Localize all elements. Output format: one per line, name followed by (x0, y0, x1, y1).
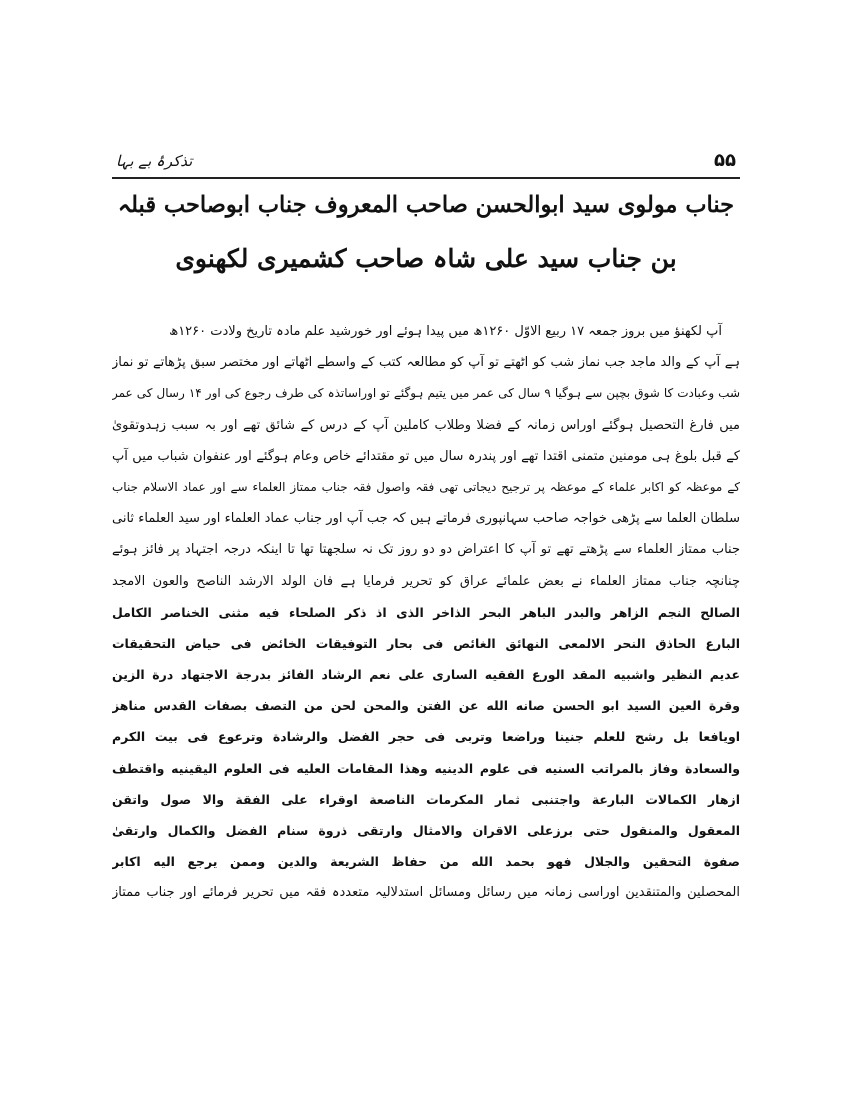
running-header (112, 150, 738, 176)
body-line: عدیم النظیر واشبیه المقد الورع الفقیه الساری علی نعم الرشاد الفائز بدرجة الاجتهاد درة الزین (112, 667, 740, 683)
section-heading-line-1: جناب مولوی سید ابوالحسن صاحب المعروف جناب ابوصاحب قبلہ (117, 192, 735, 218)
body-line: المعقول والمنقول حتی برزعلی الاقران والامثال وارتقی ذروة سنام الفضل والکمال وارتقیٰ (112, 823, 740, 838)
body-line: چنانچہ جناب ممتاز العلماء نے بعض علمائے عراق کو تحریر فرمایا ہے فان الولد الارشد الناصح والعون الامجد (112, 573, 740, 589)
body-line: اویافعا بل رشح للعلم جنینا وراضعا وتربی فی حجر الفضل والرشادة وترعوع فی بیت الکرم (112, 729, 740, 745)
body-line: جناب ممتاز العلماء سے پڑھتے تھے تو آپ کا اعتراض دو دو روز تک نہ سلجھتا تھا تا اینکہ درجہ اجتہاد پر فائز ہوئے (112, 542, 740, 558)
book-title: تذکرۂ بے بہا (116, 152, 193, 170)
body-line: سلطان العلما سے پڑھی خواجہ صاحب سہانپوری فرماتے ہیں کہ جب آپ اور جناب عماد العلماء اور سید العلماء ثانی (112, 511, 740, 527)
body-line: والسعادة وفاز بالمراتب السنیه فی علوم الدینیه وهذا المقامات العلیه فی العلوم الیقینیه واقتطف (112, 760, 740, 776)
section-heading-line-2: بن جناب سید علی شاہ صاحب کشمیری لکھنوی (175, 244, 677, 273)
body-line: کے موعظہ کو اکابر علماء کے موعظہ پر ترجیح دیجاتی تھی فقہ واصول فقہ جناب ممتاز العلماء سے اور عماد الاسلام جناب (112, 479, 740, 494)
body-line: ازهار الکمالات البارعة واجتنبی ثمار المکرمات الناصعة اوقراء علی الفقة والا صول واتقن (112, 791, 740, 807)
body-line: صفوة التحقین والجلال فهو بحمد الله من حفاظ الشریعة والدین وممن یرجع الیه اکابر (112, 854, 740, 870)
body-line: المحصلین والمتنقدین اوراسی زمانہ میں رسائل ومسائل استدلالیہ متعددہ فقہ میں تحریر فرمائے اور جناب ممتاز (112, 885, 740, 901)
body-line: کے قبل بلوغ ہی مومنین متمنی اقتدا تھے اور پندرہ سال میں تو مقتدائے خاص وعام ہوگئے اور عنفوان شباب میں آپ (112, 448, 740, 464)
body-line: وقرة العین السید ابو الحسن صانه الله عن الفتن والمحن لحن من التصف بصفات القدس مناهز (112, 698, 740, 714)
body-line: ہے آپ کے والد ماجد جب نماز شب کو اٹھتے تو آپ کو مطالعہ کتب کے واسطے اٹھاتے اور مختصر سبق پڑھاتے تو نماز (112, 355, 740, 371)
body-line: آپ لکھنؤ میں بروز جمعہ ۱۷ ربیع الاوّل ۱۲۶۰ھ میں پیدا ہوئے اور خورشید علم مادہ تاریخ ولادت ۱۲۶۰ھ (169, 324, 722, 339)
page-number: ۵۵ (714, 150, 736, 171)
body-line: الصالح النجم الزاهر والبدر الباهر البحر الذاخر الذی اذ ذکر الصلحاء فیه مثنی الخناصر الکامل (112, 604, 740, 620)
body-text (112, 316, 740, 909)
header-divider (112, 177, 740, 179)
body-line: شب وعبادت کا شوق بچپن سے ہوگیا ۹ سال کی عمر میں یتیم ہوگئے تو اوراساتذہ کی طرف رجوع کی اور ۱۴ رسال کی عمر (112, 386, 740, 401)
body-line: البارع الحاذق النحر الالمعی النهائق الغائص فی بحار التوفیقات الخائض فی حیاض التحقیقات (112, 635, 740, 651)
body-line: میں فارغ التحصیل ہوگئے اوراس زمانہ کے فضلا وطلاب کاملین آپ کے درس کے شائق تھے اور بہ سبب زہدوتقویٰ (112, 417, 740, 433)
